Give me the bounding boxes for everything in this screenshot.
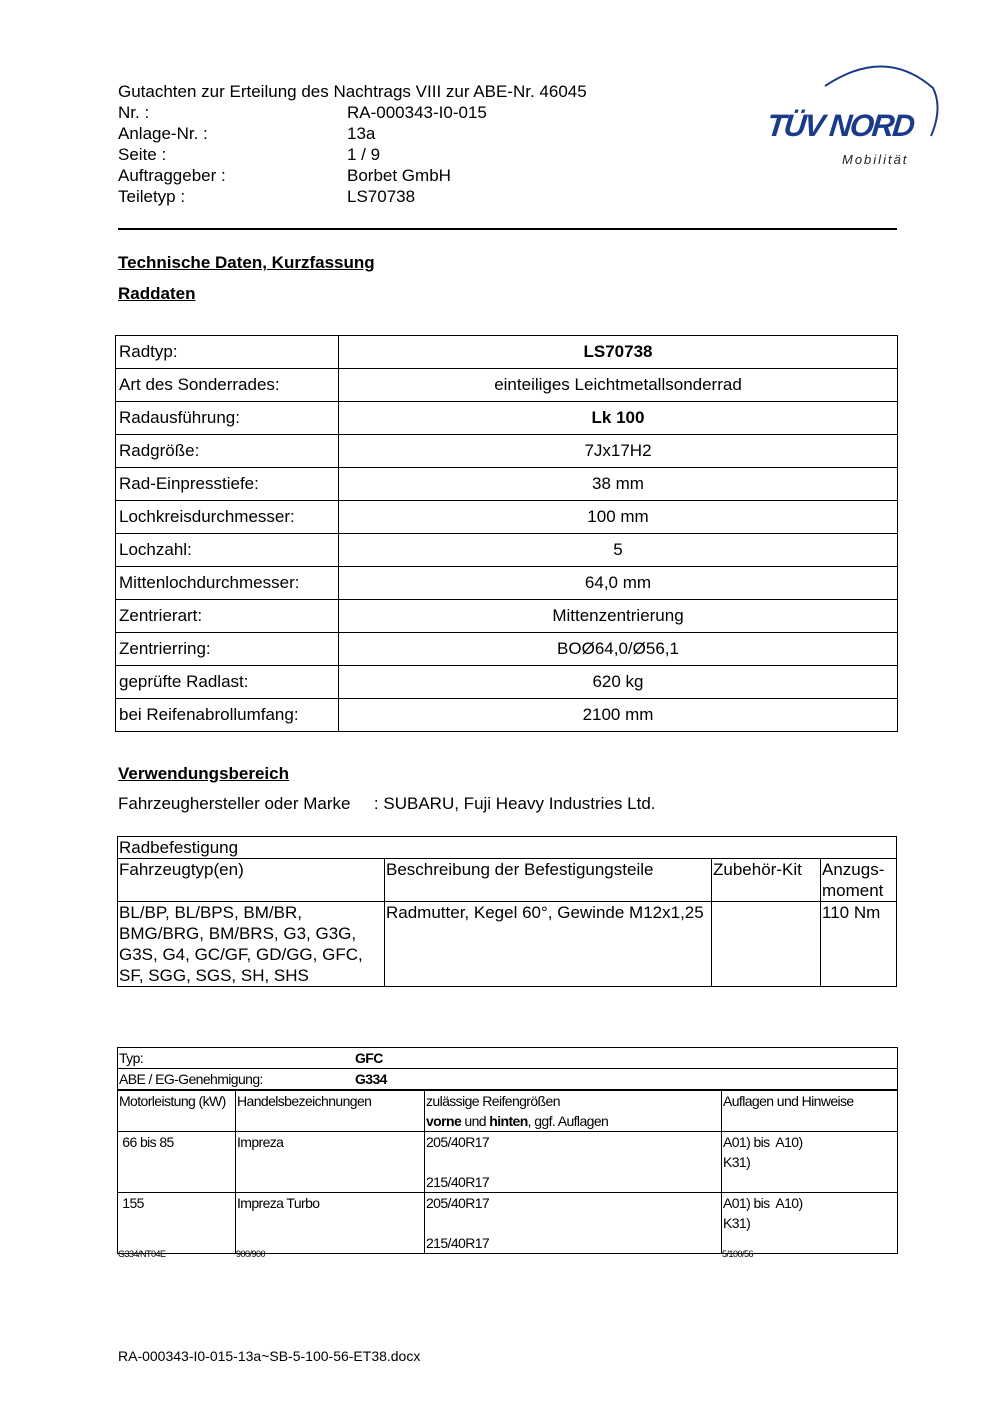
condition-code: A01) bis A10) (723, 1134, 803, 1150)
raddaten-value: Lk 100 (339, 402, 898, 435)
tyre-sizes (425, 1132, 722, 1193)
raddaten-value: 7Jx17H2 (339, 435, 898, 468)
header-key: Auftraggeber : (118, 166, 226, 185)
condition-code: K31) (723, 1154, 751, 1170)
conditions (722, 1193, 898, 1254)
header-key: Nr. : (118, 103, 150, 122)
abe-value: G334 (355, 1071, 387, 1087)
hinten-label: hinten (489, 1113, 528, 1129)
header-divider (118, 228, 897, 230)
section-title: Technische Daten, Kurzfassung (118, 253, 375, 272)
footer-code-2: 900/900 (236, 1249, 266, 1259)
logo-subtitle: Mobilität (842, 152, 909, 167)
raddaten-key: Radausführung: (116, 402, 339, 435)
trade-name: Impreza (236, 1132, 425, 1193)
conditions (722, 1132, 898, 1193)
logo-name: TÜV NORD (765, 108, 915, 143)
typ-value: GFC (355, 1050, 383, 1066)
table-row (116, 501, 898, 534)
header-value: 1 / 9 (347, 145, 381, 164)
header-value: LS70738 (347, 187, 416, 206)
typ-table (117, 1047, 898, 1254)
raddaten-key: Zentrierring: (116, 633, 339, 666)
table-row (116, 369, 898, 402)
vorne-label: vorne (426, 1113, 462, 1129)
manufacturer-line (118, 794, 656, 814)
tyre-size: 205/40R17 (426, 1195, 490, 1211)
header-row-anlage (118, 123, 487, 144)
raddaten-key: Rad-Einpresstiefe: (116, 468, 339, 501)
table-row (118, 1069, 898, 1091)
table-row (118, 1048, 898, 1069)
raddaten-value: einteiliges Leichtmetallsonderrad (339, 369, 898, 402)
col-header-motor: Motorleistung (kW) (118, 1090, 236, 1132)
tuev-nord-logo (765, 58, 940, 173)
raddaten-key: geprüfte Radlast: (116, 666, 339, 699)
abe-label: ABE / EG-Genehmigung: (119, 1071, 263, 1087)
table-row (116, 666, 898, 699)
manufacturer-sep: : (373, 794, 379, 813)
table-row (118, 1193, 898, 1254)
accessory-kit (712, 902, 821, 987)
footer-filename: RA-000343-I0-015-13a~SB-5-100-56-ET38.docx (118, 1348, 421, 1364)
header-value: Borbet GmbH (347, 166, 451, 185)
raddaten-value: 38 mm (339, 468, 898, 501)
header-key: Anlage-Nr. : (118, 124, 208, 143)
col-header-handel: Handelsbezeichnungen (236, 1090, 425, 1132)
reifen-header-line1: zulässige Reifengrößen (426, 1093, 560, 1109)
col-header-auflagen: Auflagen und Hinweise (722, 1090, 898, 1132)
table-row (116, 567, 898, 600)
footer-code-1: G334/NT04E (118, 1249, 166, 1259)
table-row (116, 468, 898, 501)
header-row-seite (118, 144, 487, 165)
header-key: Teiletyp : (118, 187, 186, 206)
fastener-description: Radmutter, Kegel 60°, Gewinde M12x1,25 (385, 902, 712, 987)
raddaten-key: Radgröße: (116, 435, 339, 468)
header-key: Seite : (118, 145, 167, 164)
condition-code: A01) bis A10) (723, 1195, 803, 1211)
reifen-header-line2 (426, 1111, 720, 1131)
col-header: Fahrzeugtyp(en) (118, 859, 385, 902)
trade-name: Impreza Turbo (236, 1193, 425, 1254)
tyre-size: 205/40R17 (426, 1134, 490, 1150)
table-row (116, 699, 898, 732)
col-header: Anzugs- moment (821, 859, 897, 902)
raddaten-key: bei Reifenabrollumfang: (116, 699, 339, 732)
raddaten-key: Zentrierart: (116, 600, 339, 633)
header-row-teiletyp (118, 186, 487, 207)
document-title: Gutachten zur Erteilung des Nachtrags VIII zur ABE-Nr. 46045 (118, 82, 587, 101)
tyre-size: 215/40R17 (426, 1174, 490, 1190)
typ-row (118, 1048, 898, 1069)
table-row (116, 402, 898, 435)
auflagen-suffix: , ggf. Auflagen (527, 1113, 609, 1129)
raddaten-value: 2100 mm (339, 699, 898, 732)
und-label: und (461, 1113, 490, 1129)
raddaten-value: 100 mm (339, 501, 898, 534)
raddaten-key: Mittenlochdurchmesser: (116, 567, 339, 600)
tyre-sizes (425, 1193, 722, 1254)
raddaten-value: 620 kg (339, 666, 898, 699)
col-header: Beschreibung der Befestigungsteile (385, 859, 712, 902)
typ-label: Typ: (119, 1050, 144, 1066)
manufacturer-label: Fahrzeughersteller oder Marke (118, 794, 351, 813)
motor-power: 66 bis 85 (118, 1132, 236, 1193)
header-row-auftraggeber (118, 165, 487, 186)
raddaten-table (115, 335, 898, 732)
table-row (118, 859, 897, 902)
col-header-reifen (425, 1090, 722, 1132)
table-row (116, 633, 898, 666)
raddaten-key: Art des Sonderrades: (116, 369, 339, 402)
raddaten-key: Lochkreisdurchmesser: (116, 501, 339, 534)
table-row (118, 902, 897, 987)
raddaten-key: Radtyp: (116, 336, 339, 369)
table-row (116, 600, 898, 633)
table-row (118, 1132, 898, 1193)
tyre-size: 215/40R17 (426, 1235, 490, 1251)
table-row (116, 336, 898, 369)
table-row (116, 435, 898, 468)
header-value: RA-000343-I0-015 (347, 103, 487, 122)
header-value: 13a (347, 124, 376, 143)
header-row-nr (118, 102, 487, 123)
raddaten-value: Mittenzentrierung (339, 600, 898, 633)
torque-value: 110 Nm (821, 902, 897, 987)
raddaten-value: 64,0 mm (339, 567, 898, 600)
col-header: Zubehör-Kit (712, 859, 821, 902)
radbefestigung-table (117, 836, 897, 987)
manufacturer-value: SUBARU, Fuji Heavy Industries Ltd. (383, 794, 656, 813)
footer-code-3: 5/100/56 (722, 1249, 754, 1259)
vehicle-types: BL/BP, BL/BPS, BM/BR, BMG/BRG, BM/BRS, G3, G3G, G3S, G4, GC/GF, GD/GG, GFC, SF, SGG, SGS, SH, SHS (118, 902, 385, 987)
table-row (116, 534, 898, 567)
abe-row (118, 1069, 898, 1091)
verwendung-title: Verwendungsbereich (118, 764, 289, 783)
table-row (118, 1090, 898, 1132)
raddaten-key: Lochzahl: (116, 534, 339, 567)
header-info (118, 102, 487, 207)
table-row (118, 837, 897, 859)
section-subtitle: Raddaten (118, 284, 196, 303)
condition-code: K31) (723, 1215, 751, 1231)
raddaten-value: LS70738 (339, 336, 898, 369)
raddaten-value: BOØ64,0/Ø56,1 (339, 633, 898, 666)
motor-power: 155 (118, 1193, 236, 1254)
raddaten-value: 5 (339, 534, 898, 567)
radbefestigung-title: Radbefestigung (118, 837, 897, 859)
